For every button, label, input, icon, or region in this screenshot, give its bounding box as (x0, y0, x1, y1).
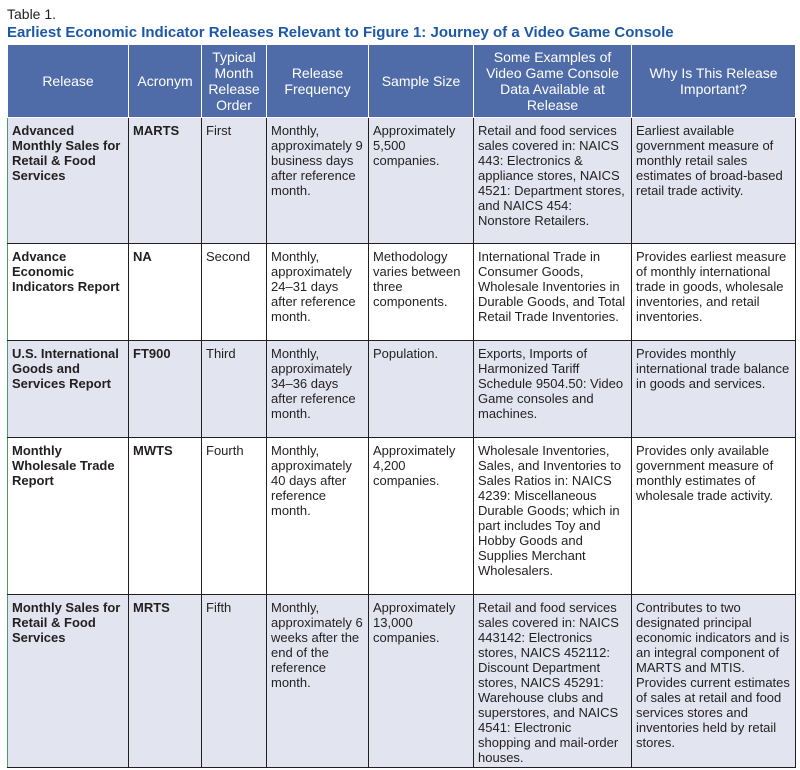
cell-examples: Exports, Imports of Harmonized Tariff Schedule 9504.50: Video Game consoles and machines. (474, 341, 632, 438)
table-row (8, 244, 796, 341)
cell-release: Monthly Sales for Retail & Food Services (8, 595, 129, 768)
header-why: Why Is This Release Important? (632, 45, 796, 118)
cell-order: Fourth (202, 438, 267, 595)
cell-examples: International Trade in Consumer Goods, Wholesale Inventories in Durable Goods, and Total Retail Trade Inventories. (474, 244, 632, 341)
cell-why: Provides only available government measure of monthly estimates of wholesale trade activity. (632, 438, 796, 595)
cell-order: Second (202, 244, 267, 341)
indicator-table (7, 44, 796, 768)
cell-why: Provides monthly international trade balance in goods and services. (632, 341, 796, 438)
cell-acronym: MARTS (129, 118, 202, 244)
cell-sample-size: Approximately 13,000 companies. (369, 595, 474, 768)
table-caption: Table 1. (7, 6, 57, 22)
table-row (8, 438, 796, 595)
cell-acronym: MRTS (129, 595, 202, 768)
cell-why: Provides earliest measure of monthly international trade in goods, wholesale inventories, and retail inventories. (632, 244, 796, 341)
cell-why: Earliest available government measure of monthly retail sales estimates of broad-based retail trade activity. (632, 118, 796, 244)
cell-order: Fifth (202, 595, 267, 768)
cell-frequency: Monthly, approximately 34–36 days after reference month. (267, 341, 369, 438)
cell-examples: Wholesale Inventories, Sales, and Inventories to Sales Ratios in: NAICS 4239: Miscellaneous Durable Goods; which in part includes Toy and Hobby Goods and Supplies Merchant Wholesalers. (474, 438, 632, 595)
header-sample-size: Sample Size (369, 45, 474, 118)
table-row (8, 341, 796, 438)
cell-sample-size: Population. (369, 341, 474, 438)
cell-examples: Retail and food services sales covered in: NAICS 443: Electronics & appliance stores, NAICS 4521: Department stores, and NAICS 454: Nonstore Retailers. (474, 118, 632, 244)
table-title: Earliest Economic Indicator Releases Relevant to Figure 1: Journey of a Video Game Console (7, 24, 674, 41)
cell-frequency: Monthly, approximately 40 days after reference month. (267, 438, 369, 595)
header-order: Typical Month Release Order (202, 45, 267, 118)
header-frequency: Release Frequency (267, 45, 369, 118)
header-acronym: Acronym (129, 45, 202, 118)
cell-frequency: Monthly, approximately 24–31 days after reference month. (267, 244, 369, 341)
cell-frequency: Monthly, approximately 6 weeks after the end of the reference month. (267, 595, 369, 768)
cell-release: Monthly Wholesale Trade Report (8, 438, 129, 595)
cell-sample-size: Approximately 4,200 companies. (369, 438, 474, 595)
cell-acronym: NA (129, 244, 202, 341)
header-release: Release (8, 45, 129, 118)
cell-order: First (202, 118, 267, 244)
cell-frequency: Monthly, approximately 9 business days after reference month. (267, 118, 369, 244)
cell-examples: Retail and food services sales covered in: NAICS 443142: Electronics stores, NAICS 452112: Discount Department stores, NAICS 45291: Warehouse clubs and superstores, and NAICS 4541: Electronic shopping and mail-order houses. (474, 595, 632, 768)
cell-release: U.S. International Goods and Services Report (8, 341, 129, 438)
cell-release: Advanced Monthly Sales for Retail & Food Services (8, 118, 129, 244)
cell-sample-size: Methodology varies between three components. (369, 244, 474, 341)
cell-sample-size: Approximately 5,500 companies. (369, 118, 474, 244)
cell-why: Contributes to two designated principal economic indicators and is an integral component of MARTS and MTIS. Provides current estimates of sales at retail and food services stores and inventories held by retail stores. (632, 595, 796, 768)
table-row (8, 118, 796, 244)
cell-acronym: MWTS (129, 438, 202, 595)
table-row (8, 595, 796, 768)
header-examples: Some Examples of Video Game Console Data Available at Release (474, 45, 632, 118)
cell-release: Advance Economic Indicators Report (8, 244, 129, 341)
cell-acronym: FT900 (129, 341, 202, 438)
header-row (8, 45, 796, 118)
cell-order: Third (202, 341, 267, 438)
